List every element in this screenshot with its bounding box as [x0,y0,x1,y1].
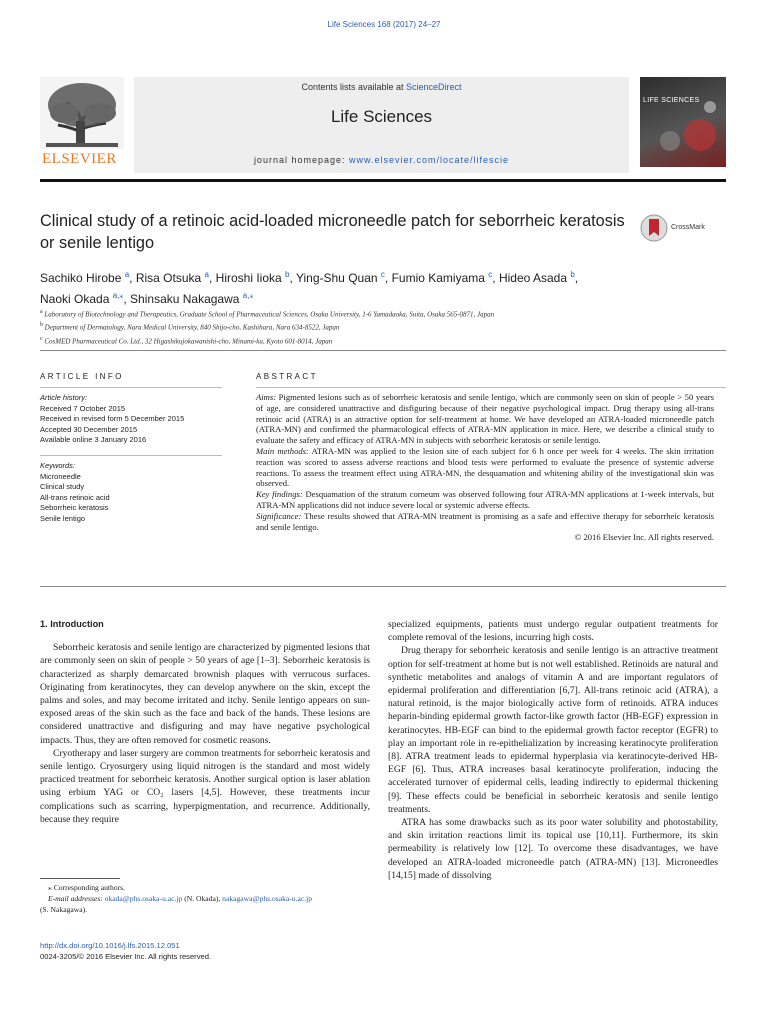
abstract-methods: Main methods: ATRA-MN was applied to the lesion site of each subject for 6 h once per week for 4 weeks. The skin irritation reaction was scored to assess adverse reactions and blood tests were performed to evaluate the presence of systemic adverse reactions. To assess the treatment effect using ATRA-MN, the desquamation and whitening ability of the investigational skin was observed. [256,445,714,489]
author-name: Risa Otsuka [135,271,205,285]
footnote-rule [40,878,120,879]
affiliation-item: $^c$ CosMED Pharmaceutical Co. Ltd., 32 Higashikujokawanishi-cho, Minami-ku, Kyoto 601-8014, Japan [40,335,333,345]
history-item: Available online 3 January 2016 [40,435,147,445]
affiliation-item: $^a$ Laboratory of Biotechnology and Therapeutics, Graduate School of Pharmaceutical Sciences, Osaka University, 1-6 Yamadaoka, Suita, Osaka 565-0871, Japan [40,309,495,319]
keyword-item: Microneedle [40,471,81,481]
keywords-label: Keywords: [40,461,76,470]
copyright-line: © 2016 Elsevier Inc. All rights reserved. [574,532,714,543]
article-info-heading: ARTICLE INFO [40,372,124,381]
author-name: Ying-Shu Quan [295,271,381,285]
crossmark-label: CrossMark [671,224,705,231]
history-item: Received in revised form 5 December 2015 [40,414,185,424]
article-title: Clinical study of a retinoic acid-loaded microneedle patch for seborrheic keratosis or senile lentigo [40,212,625,252]
author-affiliation-mark[interactable]: b [285,270,290,279]
author-name: Shinsaku Nakagawa [130,292,243,306]
journal-title: Life Sciences [330,107,433,126]
history-item: Received 7 October 2015 [40,403,126,413]
body-paragraph: specialized equipments, patients must undergo regular outpatient treatments for complete removal of the lesions, incurring high costs. [388,619,718,644]
footnote [40,882,370,916]
page-footer [40,940,370,962]
author-affiliation-mark[interactable]: c [488,270,493,279]
abstract-heading: ABSTRACT [256,372,318,381]
info-rule-middle [40,455,222,456]
journal-citation[interactable]: Life Sciences 168 (2017) 24–27 [327,20,441,29]
body-paragraph: Drug therapy for seborrheic keratosis and senile lentigo is an attractive treatment option for self-treatment at home but is not well established. Retinoids are natural and synthetic metabolites and analogs of vitamin A and are important regulators of epidermal proliferation and differentiation [6,7]. All-trans retinoic acid (ATRA), a natural retinoid, is the major biologically active form of retinoids. ATRA induces heparin-binding epidermal growth factor-like growth factor (HB-EGF) expression in keratinocytes. HB-EGF can bind to the epidermal growth factor receptor (EGFR) to play an important role in re-epithelialization by increasing keratinocyte proliferation [8]. ATRA treatment leads to epidermal hyperplasia via keratinocyte-derived HB-EGF [6]. Thus, ATRA increases basal keratinocyte proliferation, inducing the accelerated turnover of epidermal cells, leading indirectly to epidermal thickening [9]. These effects could be beneficial in seborrheic keratosis and senile lentigo treatments. [388,645,718,815]
author-name: Sachiko Hirobe [40,271,125,285]
cover-art-icon [640,77,726,167]
publisher-name: ELSEVIER [42,151,117,167]
author-affiliation-mark[interactable]: a [124,270,130,279]
body-column-right [388,618,718,882]
author-affiliation-mark[interactable]: a,⁎ [112,291,124,300]
journal-cover-image [640,77,726,167]
keyword-list [40,461,222,525]
author-affiliation-mark[interactable]: a [204,270,209,279]
corresponding-note: ⁎ Corresponding authors. [48,883,125,892]
journal-header [40,77,726,172]
affiliation-mark: b [40,322,43,329]
author-affiliation-mark[interactable]: c [380,270,385,279]
keyword-item: Senile lentigo [40,513,86,523]
contents-line: Contents lists available at ScienceDirect [301,82,462,92]
author-affiliation-mark[interactable]: a,⁎ [242,291,254,300]
abstract-rule-top [256,387,726,388]
affiliation-rule [40,350,726,351]
body-paragraph: ATRA has some drawbacks such as its poor water solubility and photostability, and skin irritation reactions limit its topical use [10,11]. Furthermore, its skin permeability is relatively low [12]. To overcome these disadvantages, we have developed an ATRA-loaded microneedle patch (ATRA-MN) [13]. Microneedles [14,15] made of dissolving [388,817,718,881]
author-name: Hiroshi Iioka [215,271,286,285]
author-name: Fumio Kamiyama [391,271,489,285]
author-list [40,266,720,308]
cover-title: LIFE SCIENCES [643,97,700,104]
email-note: E-mail addresses: okada@phs.osaka-u.ac.jp (N. Okada), nakagawa@phs.osaka-u.ac.jp [48,894,313,904]
crossmark-icon [640,214,668,242]
abstract-rule-bottom [40,586,726,587]
keyword-item: Seborrheic keratosis [40,503,109,513]
email-link-nakagawa[interactable]: nakagawa@phs.osaka-u.ac.jp [222,894,313,904]
keyword-item: Clinical study [40,482,85,492]
body-paragraph: Cryotherapy and laser surgery are common treatments for seborrheic keratosis and senile lentigo. Cryosurgery using liquid nitrogen is the standard and most widely practiced treatment for seborrheic keratosis. Another surgical option is laser ablation using erbium YAG or CO₂ lasers [4,5]. However, these treatments incur complications such as scarring, hyperpigmentation, and recurrence. Additionally, because they require [40,747,370,825]
body-column-left [40,618,370,826]
keyword-item: All-trans retinoic acid [40,492,110,502]
masthead [134,77,629,173]
abstract-significance: Significance: These results showed that ATRA-MN treatment is promising as a safe and effective therapy for seborrheic keratosis and senile lentigo. [256,510,714,532]
affiliation-list [40,307,720,347]
info-rule-top [40,387,222,388]
article-history [40,393,222,446]
homepage-line: journal homepage: www.elsevier.com/locate/lifescie [253,155,510,165]
introduction-heading: 1. Introduction [40,619,104,629]
affiliation-mark: c [40,335,43,342]
doi-link[interactable]: http://dx.doi.org/10.1016/j.lfs.2015.12.051 [40,941,180,950]
crossmark-badge[interactable] [640,214,730,244]
issn-line: 0024-3205/© 2016 Elsevier Inc. All rights reserved. [40,952,212,961]
author-line-1: Sachiko Hirobe $^a$, Risa Otsuka $^a$, Hiroshi Iioka $^b$, Ying-Shu Quan $^c$, Fumio Kamiyama $^c$, Hideo Asada $^b$, [40,270,579,285]
history-label: Article history: [40,393,88,402]
history-item: Accepted 30 December 2015 [40,424,138,434]
author-name: Naoki Okada [40,292,113,306]
abstract-aims: Aims: Pigmented lesions such as of seborrheic keratosis and senile lentigo, which are commonly seen on skin of people > 50 years of age, are considered unattractive and disfiguring because of their negative psychological impact. Drug therapy using all-trans retinoic acid (ATRA) is an attractive option for self-treatment at home. We have developed an ATRA-loaded microneedle patch (ATRA-MN) and confirmed the pharmacological effects of ATRA-MN application in mice. Here, we describe a clinical study to evaluate the safety and efficacy of ATRA-MN in subjects with seborrheic keratosis or senile lentigo. [256,392,714,446]
author-name: Hideo Asada [498,271,571,285]
author-line-2: Naoki Okada $^{a,⁎}$, Shinsaku Nakagawa $^{a,⁎}$ [40,291,254,306]
body-paragraph: Seborrheic keratosis and senile lentigo are characterized by pigmented lesions that are commonly seen on skin of people > 50 years of age [1–3]. Seborrheic keratosis is characterized as sharply demarcated brownish plaques with verrucous surfaces. Originating from keratinocytes, they can develop anywhere on the skin, except the palms and soles, and may become irritated and itchy. Senile lentigo appears on sun-exposed areas of the skin such as the face and back of the hands. These lesions are considered unattractive and disfiguring and may have negative psychological impacts. Thus, they are often removed for cosmetic reasons. [40,642,370,746]
homepage-link[interactable]: www.elsevier.com/locate/lifescie [349,155,510,165]
affiliation-mark: a [40,309,43,315]
email-link-okada[interactable]: okada@phs.osaka-u.ac.jp [104,894,183,904]
sciencedirect-link[interactable]: ScienceDirect [406,82,462,92]
header-rule [40,179,726,182]
affiliation-item: $^b$ Department of Dermatology, Nara Medical University, 840 Shijo-cho, Kashihara, Nara 634-8522, Japan [40,322,340,332]
abstract-findings: Key findings: Desquamation of the stratum corneum was observed following four ATRA-MN applications at 1-week intervals, but ATRA-MN applications did not induce severe local or systemic adverse effects. [256,489,714,510]
abstract-body [256,392,714,543]
author-affiliation-mark[interactable]: b [570,270,575,279]
email-note-cont: (S. Nakagawa). [40,905,88,915]
